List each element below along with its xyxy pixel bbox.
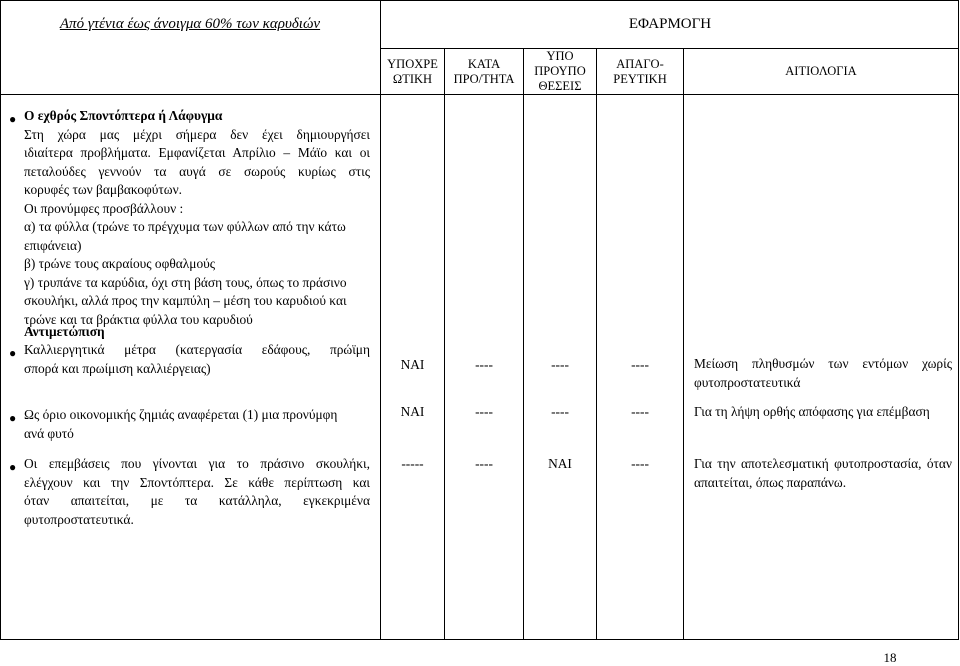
column-header-mandatory: ΥΠΟΧΡΕ ΩΤΙΚΗ	[387, 56, 438, 86]
prohibited-value: ----	[631, 357, 649, 372]
column-divider	[596, 48, 597, 640]
treatment-heading: Αντιμετώπιση	[24, 324, 105, 339]
column-divider	[523, 48, 524, 640]
column-header-prohibited: ΑΠΑΓΟ- ΡΕΥΤΙΚΗ	[613, 56, 667, 86]
conditional-value: ----	[551, 357, 569, 372]
page-number: 18	[883, 650, 897, 665]
justification-text: Για την αποτελεσματική φυτοπροστασία, όταν απαιτείται, όπως παραπάνω.	[694, 456, 952, 490]
table-border-right	[958, 0, 959, 640]
measure-cultural-practices: Καλλιεργητικά μέτρα (κατεργασία εδάφους, πρώϊμη σπορά και πρωίμιση καλλιέργειας)	[24, 342, 370, 376]
recommended-value: ----	[475, 456, 493, 471]
measure-combined-control: Οι επεμβάσεις που γίνονται για το πράσινο σκουλήκι, ελέγχουν και την Σποντόπτερα. Σε κάθε περίπτωση και όταν απαιτείται, με τα κατάλληλα, εγκεκριμένα φυτοπροστατευτικά.	[24, 456, 370, 527]
recommended-value: ----	[475, 357, 493, 372]
column-header-conditional: ΥΠΟ ΠΡΟΥΠΟ ΘΕΣΕΙΣ	[534, 49, 586, 93]
bullet-icon: ●	[9, 411, 17, 425]
prohibited-value: ----	[631, 456, 649, 471]
justification-text: Για τη λήψη ορθής απόφασης για επέμβαση	[694, 404, 930, 419]
measure-economic-threshold: Ως όριο οικονομικής ζημιάς αναφέρεται (1) μια προνύμφη ανά φυτό	[24, 407, 338, 441]
column-divider	[444, 48, 445, 640]
conditional-value: ΝΑΙ	[548, 456, 572, 471]
mandatory-value: ΝΑΙ	[400, 404, 425, 419]
mandatory-value: -----	[401, 456, 424, 471]
column-divider	[380, 0, 381, 640]
prohibited-value: ----	[631, 404, 649, 419]
bullet-icon: ●	[9, 112, 17, 126]
table-border-bottom	[0, 639, 959, 640]
table-border-left	[0, 0, 1, 640]
recommended-value: ----	[475, 404, 493, 419]
period-title: Από γτένια έως άνοιγμα 60% των καρυδιών	[59, 15, 321, 32]
bullet-icon: ●	[9, 460, 17, 474]
conditional-value: ----	[551, 404, 569, 419]
column-divider	[683, 48, 684, 640]
bullet-icon: ●	[9, 346, 17, 360]
pest-description: Ο εχθρός Σποντόπτερα ή Λάφυγμα Στη χώρα μας μέχρι σήμερα δεν έχει δημιουργήσει ιδιαίτερα προβλήματα. Εμφανίζεται Απρίλιο – Μάϊο και οι πεταλούδες γεννούν τα αυγά σε σωρούς κυρίως στις κορυφές των βαμβακοφύτων. Οι προνύμφες προσβάλλουν : α) τα φύλλα (τρώνε το πρέγχυμα των φύλλων από την κάτω επιφάνεια) β) τρώνε τους ακραίους οφθαλμούς γ) τρυπάνε τα καρύδια, όχι στη βάση τους, όπως το πράσινο σκουλήκι, αλλά προς την καμπύλη – μέση του καρυδιού και τρώνε και τα βράκτια φύλλα του καρυδιού	[24, 108, 370, 327]
mandatory-value: ΝΑΙ	[400, 357, 425, 372]
pest-name: Ο εχθρός Σποντόπτερα ή Λάφυγμα	[24, 108, 223, 123]
column-header-justification: ΑΙΤΙΟΛΟΓΙΑ	[785, 64, 857, 78]
application-header: ΕΦΑΡΜΟΓΗ	[628, 15, 712, 32]
column-header-recommended: ΚΑΤΑ ΠΡΟ/ΤΗΤΑ	[453, 56, 515, 86]
header-bottom-rule	[0, 94, 959, 95]
justification-text: Μείωση πληθυσμών των εντόμων χωρίς φυτοπροστατευτικά	[694, 356, 952, 390]
